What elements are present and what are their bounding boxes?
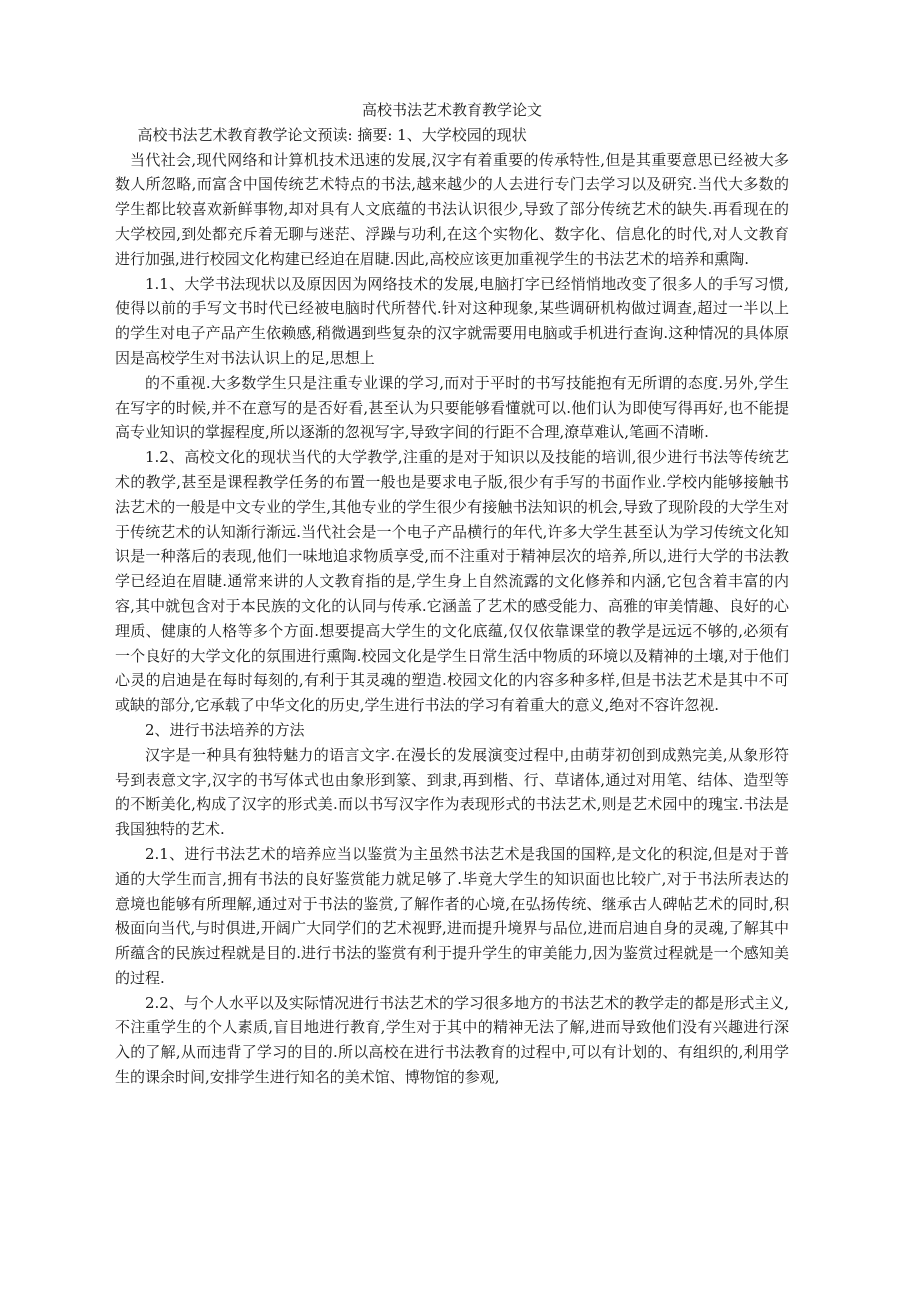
section-heading: 2、进行书法培养的方法 xyxy=(145,720,305,739)
document-page xyxy=(115,98,789,1090)
preview-line: 高校书法艺术教育教学论文预读: 摘要: 1、大学校园的现状 xyxy=(137,125,527,144)
body-paragraph: 当代社会,现代网络和计算机技术迅速的发展,汉字有着重要的传承特性,但是其重要意思已经被大多数人所忽略,而富含中国传统艺术特点的书法,越来越少的人去进行专门去学习以及研究.当代大多数的学生都比较喜欢新鲜事物,却对具有人文底蕴的书法认识很少,导致了部分传统艺术的缺失.再看现在的大学校园,到处都充斥着无聊与迷茫、浮躁与功利,在这个实物化、数字化、信息化的时代,对人文教育进行加强,进行校园文化构建已经迫在眉睫.因此,高校应该更加重视学生的书法艺术的培养和熏陶. xyxy=(115,150,789,268)
body-paragraph: 2.1、进行书法艺术的培养应当以鉴赏为主虽然书法艺术是我国的国粹,是文化的积淀,但是对于普通的大学生而言,拥有书法的良好鉴赏能力就足够了.毕竟大学生的知识面也比较广,对于书法所表达的意境也能够有所理解,通过对于书法的鉴赏,了解作者的心境,在弘扬传统、继承古人碑帖艺术的同时,积极面向当代,与时俱进,开阔广大同学们的艺术视野,进而提升境界与品位,进而启迪自身的灵魂,了解其中所蕴含的民族过程就是目的.进行书法的鉴赏有利于提升学生的审美能力,因为鉴赏过程就是一个感知美的过程. xyxy=(115,844,789,987)
body-paragraph: 2.2、与个人水平以及实际情况进行书法艺术的学习很多地方的书法艺术的教学走的都是形式主义,不注重学生的个人素质,盲目地进行教育,学生对于其中的精神无法了解,进而导致他们没有兴趣进行深入的了解,从而违背了学习的目的.所以高校在进行书法教育的过程中,可以有计划的、有组织的,利用学生的课余时间,安排学生进行知名的美术馆、博物馆的参观, xyxy=(115,993,789,1087)
body-paragraph: 1.1、大学书法现状以及原因因为网络技术的发展,电脑打字已经悄悄地改变了很多人的手写习惯,使得以前的手写文书时代已经被电脑时代所替代.针对这种现象,某些调研机构做过调查,超过一半以上的学生对电子产品产生依赖感,稍微遇到些复杂的汉字就需要用电脑或手机进行查询.这种情况的具体原因是高校学生对书法认识上的足,思想上 xyxy=(115,274,789,367)
body-paragraph: 1.2、高校文化的现状当代的大学教学,注重的是对于知识以及技能的培训,很少进行书法等传统艺术的教学,甚至是课程教学任务的布置一般也是要求电子版,很少有手写的书面作业.学校内能够接触书法艺术的一般是中文专业的学生,其他专业的学生很少有接触书法知识的机会,导致了现阶段的大学生对于传统艺术的认知渐行渐远.当代社会是一个电子产品横行的年代,许多大学生甚至认为学习传统文化知识是一种落后的表现,他们一味地追求物质享受,而不注重对于精神层次的培养,所以,进行大学的书法教学已经迫在眉睫.通常来讲的人文教育指的是,学生身上自然流露的文化修养和内涵,它包含着丰富的内容,其中就包含对于本民族的文化的认同与传承.它涵盖了艺术的感受能力、高雅的审美情趣、良好的心理质、健康的人格等多个方面.想要提高大学生的文化底蕴,仅仅依靠课堂的教学是远远不够的,必须有一个良好的大学文化的氛围进行熏陶.校园文化是学生日常生活中物质的环境以及精神的土壤,对于他们心灵的启迪是在每时每刻的,有利于其灵魂的塑造.校园文化的内容多种多样,但是书法艺术是其中不可或缺的部分,它承载了中华文化的历史,学生进行书法的学习有着重大的意义,绝对不容许忽视. xyxy=(115,448,789,715)
body-paragraph: 的不重视.大多数学生只是注重专业课的学习,而对于平时的书写技能抱有无所谓的态度.另外,学生在写字的时候,并不在意写的是否好看,甚至认为只要能够看懂就可以.他们认为即使写得再好,也不能提高专业知识的掌握程度,所以逐渐的忽视写字,导致字间的行距不合理,潦草难认,笔画不清晰. xyxy=(115,373,789,442)
document-title: 高校书法艺术教育教学论文 xyxy=(361,101,542,119)
body-paragraph: 汉字是一种具有独特魅力的语言文字.在漫长的发展演变过程中,由萌芽初创到成熟完美,从象形符号到表意文字,汉字的书写体式也由象形到篆、到隶,再到楷、行、草诸体,通过对用笔、结体、造型等的不断美化,构成了汉字的形式美.而以书写汉字作为表现形式的书法艺术,则是艺术园中的瑰宝.书法是我国独特的艺术. xyxy=(115,745,789,839)
